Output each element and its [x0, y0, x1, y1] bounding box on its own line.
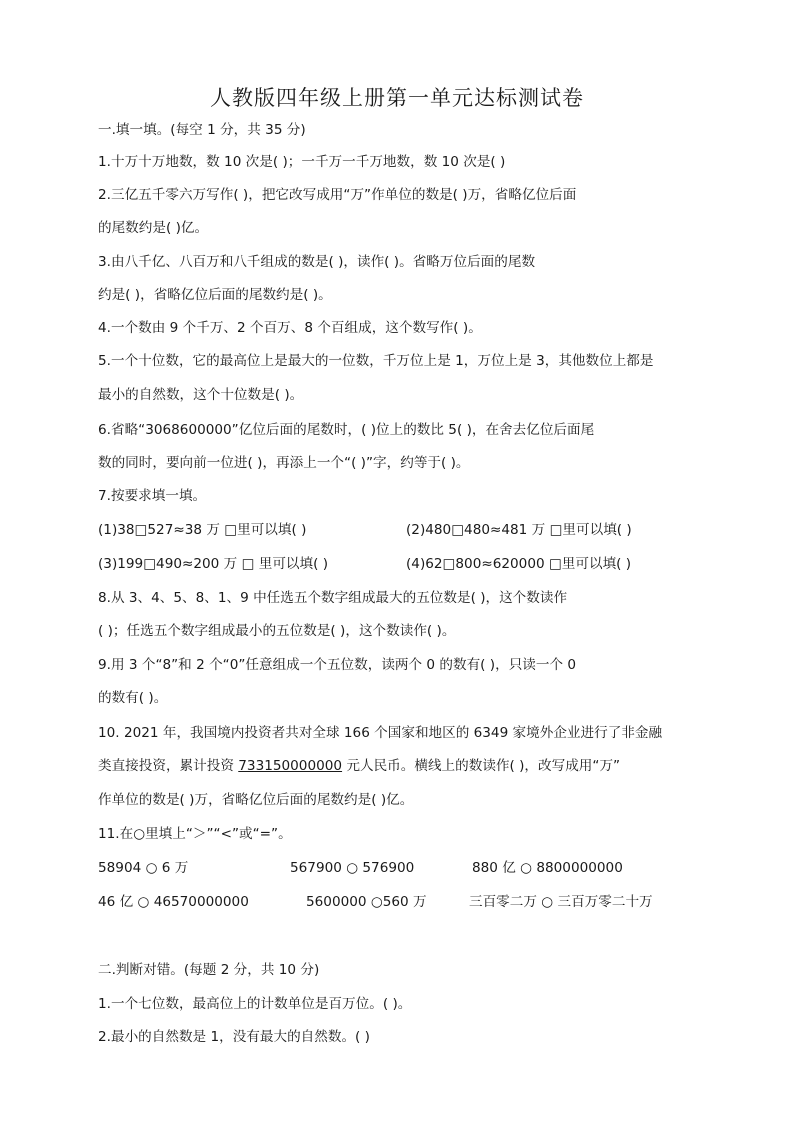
page-title: 人教版四年级上册第一单元达标测试卷 — [210, 86, 584, 110]
question-10-line1: 10. 2021 年，我国境内投资者共对全球 166 个国家和地区的 6349 家境外企业进行了非金融 — [98, 725, 663, 741]
question-2-line1: 2.三亿五千零六万写作( )，把它改写成用“万”作单位的数是( )万，省略亿位后面 — [98, 187, 577, 203]
question-4: 4.一个数由 9 个千万、2 个百万、8 个百组成，这个数写作( )。 — [98, 320, 482, 336]
question-5-line1: 5.一个十位数，它的最高位上是最大的一位数，千万位上是 1，万位上是 3，其他数位上都是 — [98, 353, 654, 369]
question-2-line2: 的尾数约是( )亿。 — [98, 220, 209, 236]
judge-question-1: 1.一个七位数，最高位上的计数单位是百万位。( )。 — [98, 996, 412, 1012]
question-6-line2: 数的同时，要向前一位进( )，再添上一个“( )”字，约等于( )。 — [98, 455, 470, 471]
question-9-line2: 的数有( )。 — [98, 690, 168, 706]
compare-item: 三百零二万 ○ 三百万零二十万 — [469, 894, 653, 910]
question-5-line2: 最小的自然数，这个十位数是( )。 — [98, 387, 304, 403]
question-10-line2 — [98, 757, 620, 775]
judge-question-2: 2.最小的自然数是 1，没有最大的自然数。( ) — [98, 1029, 370, 1045]
question-3-line2: 约是( )，省略亿位后面的尾数约是( )。 — [98, 287, 332, 303]
question-10-line3: 作单位的数是( )万，省略亿位后面的尾数约是( )亿。 — [98, 792, 414, 808]
question-10-text-a: 类直接投资，累计投资 — [98, 758, 239, 774]
question-3-line1: 3.由八千亿、八百万和八千组成的数是( )，读作( )。省略万位后面的尾数 — [98, 254, 536, 270]
question-11-heading: 11.在○里填上“＞”“<”或“=”。 — [98, 826, 292, 842]
question-8-line2: ( )；任选五个数字组成最小的五位数是( )，这个数读作( )。 — [98, 623, 456, 639]
section2-heading: 二.判断对错。(每题 2 分，共 10 分) — [98, 962, 320, 978]
question-7-item-1: (1)38□527≈38 万 □里可以填( ) — [98, 522, 307, 538]
question-6-line1: 6.省略“3068600000”亿位后面的尾数时，( )位上的数比 5( )，在舍去亿位后面尾 — [98, 422, 595, 438]
compare-item: 46 亿 ○ 46570000000 — [98, 894, 249, 910]
question-1: 1.十万十万地数，数 10 次是( )；一千万一千万地数，数 10 次是( ) — [98, 154, 506, 170]
question-7-item-2: (2)480□480≈481 万 □里可以填( ) — [406, 522, 632, 538]
compare-item: 567900 ○ 576900 — [290, 860, 415, 876]
question-10-text-b: 元人民币。横线上的数读作( )，改写成用“万” — [342, 758, 621, 774]
compare-item: 5600000 ○560 万 — [306, 894, 427, 910]
compare-item: 58904 ○ 6 万 — [98, 860, 189, 876]
question-7-item-3: (3)199□490≈200 万 □ 里可以填( ) — [98, 556, 329, 572]
question-7-item-4: (4)62□800≈620000 □里可以填( ) — [406, 556, 632, 572]
compare-item: 880 亿 ○ 8800000000 — [472, 860, 623, 876]
question-7-heading: 7.按要求填一填。 — [98, 488, 207, 504]
underlined-number: 733150000000 — [238, 758, 343, 774]
question-8-line1: 8.从 3、4、5、8、1、9 中任选五个数字组成最大的五位数是( )，这个数读作 — [98, 590, 568, 606]
question-9-line1: 9.用 3 个“8”和 2 个“0”任意组成一个五位数，读两个 0 的数有( )，只读一个 0 — [98, 657, 577, 673]
section1-heading: 一.填一填。(每空 1 分，共 35 分) — [98, 122, 306, 138]
